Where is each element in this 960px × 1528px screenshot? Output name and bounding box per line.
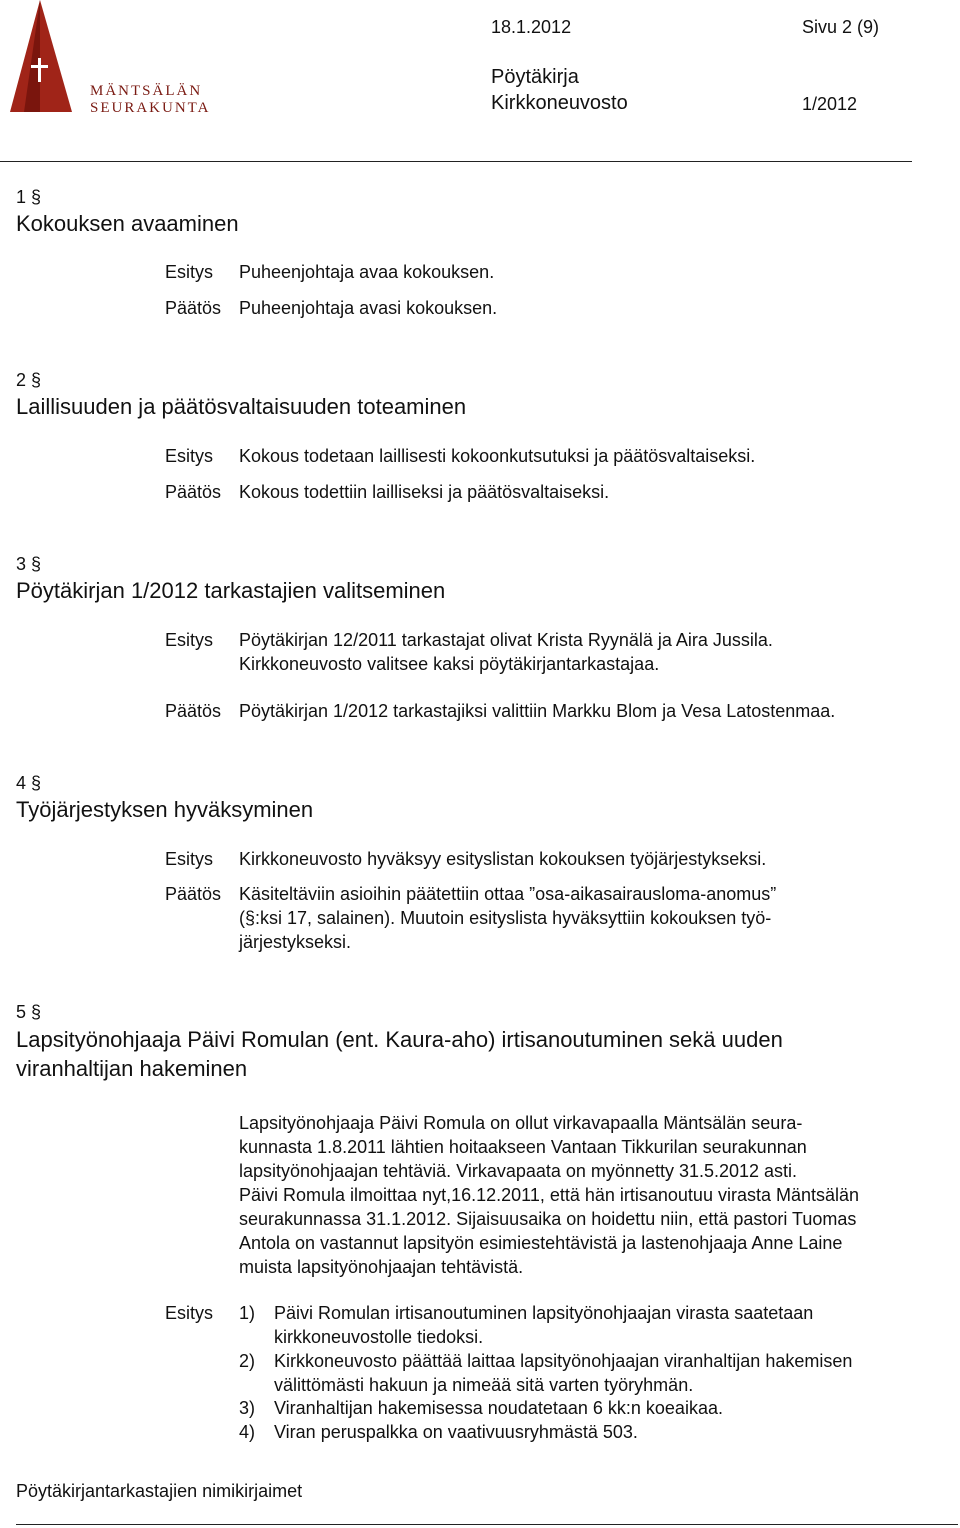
esitys-label: Esitys bbox=[165, 630, 214, 650]
paatos-text-line: Käsiteltäviin asioihin päätettiin ottaa ”osa-aikasairausloma-anomus” bbox=[239, 884, 777, 904]
header-date: 18.1.2012 bbox=[491, 17, 572, 37]
section-number: 4 § bbox=[16, 773, 42, 793]
esitys-text-line: Kirkkoneuvosto valitsee kaksi pöytäkirjantarkastajaa. bbox=[239, 654, 660, 674]
background-text-line: muista lapsityönohjaajan tehtävistä. bbox=[239, 1257, 524, 1277]
section-number: 1 § bbox=[16, 187, 42, 207]
paatos-label: Päätös bbox=[165, 701, 222, 721]
list-item-number: 3) bbox=[239, 1398, 256, 1418]
esitys-text-line: Pöytäkirjan 12/2011 tarkastajat olivat Krista Ryynälä ja Aira Jussila. bbox=[239, 630, 773, 650]
list-item-text: kirkkoneuvostolle tiedoksi. bbox=[274, 1327, 484, 1347]
esitys-text: Kirkkoneuvosto hyväksyy esityslistan kokouksen työjärjestykseksi. bbox=[239, 849, 767, 869]
paatos-text: Puheenjohtaja avasi kokouksen. bbox=[239, 298, 498, 318]
section-number: 5 § bbox=[16, 1002, 42, 1022]
section-title-line: viranhaltijan hakeminen bbox=[16, 1056, 248, 1081]
section-title: Kokouksen avaaminen bbox=[16, 211, 239, 236]
section-title-line: Lapsityönohjaaja Päivi Romulan (ent. Kaura-aho) irtisanoutuminen sekä uuden bbox=[16, 1027, 783, 1052]
background-text-line: Lapsityönohjaaja Päivi Romula on ollut virkavapaalla Mäntsälän seura- bbox=[239, 1113, 803, 1133]
header-rule bbox=[0, 161, 912, 162]
esitys-text: Puheenjohtaja avaa kokouksen. bbox=[239, 262, 495, 282]
background-text-line: lapsityönohjaajan tehtäviä. Virkavapaata on myönnetty 31.5.2012 asti. bbox=[239, 1161, 798, 1181]
church-logo bbox=[10, 0, 211, 120]
list-item-text: Kirkkoneuvosto päättää laittaa lapsityönohjaajan viranhaltijan hakemisen bbox=[274, 1351, 853, 1371]
list-item-number: 1) bbox=[239, 1303, 256, 1323]
list-item-text: välittömästi hakuun ja nimeää sitä varten työryhmän. bbox=[274, 1375, 694, 1395]
paatos-label: Päätös bbox=[165, 298, 222, 318]
paatos-text-line: (§:ksi 17, salainen). Muutoin esityslista hyväksyttiin kokouksen työ- bbox=[239, 908, 772, 928]
list-item-text: Päivi Romulan irtisanoutuminen lapsityönohjaajan virasta saatetaan bbox=[274, 1303, 814, 1323]
church-spire-icon bbox=[10, 0, 80, 120]
paatos-text: Kokous todettiin lailliseksi ja päätösvaltaiseksi. bbox=[239, 482, 610, 502]
paatos-label: Päätös bbox=[165, 884, 222, 904]
paatos-text-line: järjestykseksi. bbox=[239, 932, 352, 952]
header-body: Kirkkoneuvosto bbox=[491, 92, 628, 114]
esitys-label: Esitys bbox=[165, 1303, 214, 1323]
paatos-label: Päätös bbox=[165, 482, 222, 502]
background-text-line: Antola on vastannut lapsityön esimiestehtävistä ja lastenohjaaja Anne Laine bbox=[239, 1233, 843, 1253]
list-item-text: Viran peruspalkka on vaativuusryhmästä 503. bbox=[274, 1422, 638, 1442]
header-meeting-number: 1/2012 bbox=[802, 94, 858, 114]
esitys-text: Kokous todetaan laillisesti kokoonkutsutuksi ja päätösvaltaiseksi. bbox=[239, 446, 756, 466]
esitys-label: Esitys bbox=[165, 849, 214, 869]
header-page-number: Sivu 2 (9) bbox=[802, 17, 880, 37]
section-title: Työjärjestyksen hyväksyminen bbox=[16, 797, 314, 822]
section-title: Pöytäkirjan 1/2012 tarkastajien valitseminen bbox=[16, 578, 446, 603]
list-item-number: 4) bbox=[239, 1422, 256, 1442]
paatos-text: Pöytäkirjan 1/2012 tarkastajiksi valittiin Markku Blom ja Vesa Latostenmaa. bbox=[239, 701, 836, 721]
background-text-line: kunnasta 1.8.2011 lähtien hoitaakseen Vantaan Tikkurilan seurakunnan bbox=[239, 1137, 807, 1157]
footer-initials-label: Pöytäkirjantarkastajien nimikirjaimet bbox=[16, 1481, 303, 1501]
background-text-line: Päivi Romula ilmoittaa nyt,16.12.2011, että hän irtisanoutuu virasta Mäntsälän bbox=[239, 1185, 860, 1205]
list-item-number: 2) bbox=[239, 1351, 256, 1371]
signature-line bbox=[16, 1524, 958, 1525]
section-title: Laillisuuden ja päätösvaltaisuuden toteaminen bbox=[16, 394, 467, 419]
esitys-label: Esitys bbox=[165, 446, 214, 466]
logo-line2: SEURAKUNTA bbox=[90, 100, 211, 116]
section-number: 2 § bbox=[16, 370, 42, 390]
header-doc-type: Pöytäkirja bbox=[491, 66, 579, 88]
logo-line1: MÄNTSÄLÄN bbox=[90, 83, 203, 99]
list-item-text: Viranhaltijan hakemisessa noudatetaan 6 kk:n koeaikaa. bbox=[274, 1398, 723, 1418]
esitys-label: Esitys bbox=[165, 262, 214, 282]
background-text-line: seurakunnassa 31.1.2012. Sijaisuusaika on hoidettu niin, että pastori Tuomas bbox=[239, 1209, 857, 1229]
section-number: 3 § bbox=[16, 554, 42, 574]
